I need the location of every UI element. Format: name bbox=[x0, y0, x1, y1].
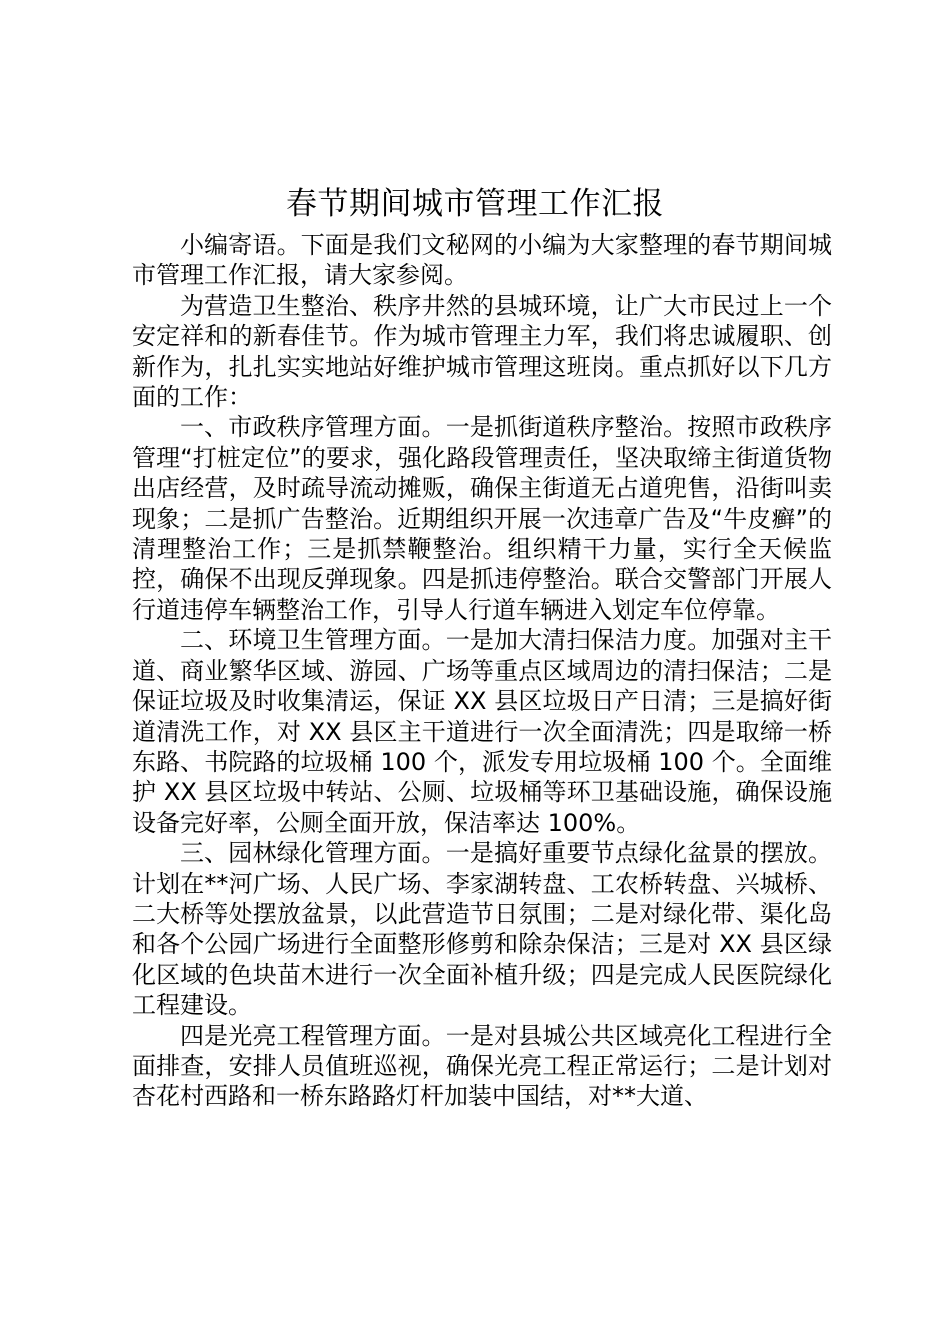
paragraph-sanitation: 二、环境卫生管理方面。一是加大清扫保洁力度。加强对主干道、商业繁华区域、游园、广场等重点区域周边的清扫保洁；二是保证垃圾及时收集清运，保证 XX 县区垃圾日产日清；三是搞好街道清洗工作，对 XX 县区主干道进行一次全面清洗；四是取缔一桥东路、书院路的垃圾桶 100 个，派发专用垃圾桶 100 个。全面维护 XX 县区垃圾中转站、公厕、垃圾桶等环卫基础设施，确保设施设备完好率，公厕全面开放，保洁率达 100%。 bbox=[132, 626, 832, 837]
document-body bbox=[132, 230, 832, 1112]
paragraph-overview: 为营造卫生整治、秩序井然的县城环境，让广大市民过上一个安定祥和的新春佳节。作为城市管理主力军，我们将忠诚履职、创新作为，扎扎实实地站好维护城市管理这班岗。重点抓好以下几方面的工作： bbox=[132, 291, 832, 412]
paragraph-lighting: 四是光亮工程管理方面。一是对县城公共区域亮化工程进行全面排查，安排人员值班巡视，确保光亮工程正常运行；二是计划对杏花村西路和一桥东路路灯杆加装中国结，对**大道、 bbox=[132, 1021, 832, 1111]
paragraph-municipal-order: 一、市政秩序管理方面。一是抓街道秩序整治。按照市政秩序管理“打桩定位”的要求，强化路段管理责任，坚决取缔主街道货物出店经营，及时疏导流动摊贩，确保主街道无占道兜售，沿街叫卖现象；二是抓广告整治。近期组织开展一次违章广告及“牛皮癣”的清理整治工作；三是抓禁鞭整治。组织精干力量，实行全天候监控，确保不出现反弹现象。四是抓违停整治。联合交警部门开展人行道违停车辆整治工作，引导人行道车辆进入划定车位停靠。 bbox=[132, 413, 832, 624]
document-title: 春节期间城市管理工作汇报 bbox=[286, 186, 664, 222]
paragraph-intro: 小编寄语。下面是我们文秘网的小编为大家整理的春节期间城市管理工作汇报，请大家参阅。 bbox=[132, 231, 832, 290]
paragraph-landscaping: 三、园林绿化管理方面。一是搞好重要节点绿化盆景的摆放。计划在**河广场、人民广场、李家湖转盘、工农桥转盘、兴城桥、二大桥等处摆放盆景，以此营造节日氛围；二是对绿化带、渠化岛和各个公园广场进行全面整形修剪和除杂保洁；三是对 XX 县区绿化区域的色块苗木进行一次全面补植升级；四是完成人民医院绿化工程建设。 bbox=[132, 839, 832, 1020]
